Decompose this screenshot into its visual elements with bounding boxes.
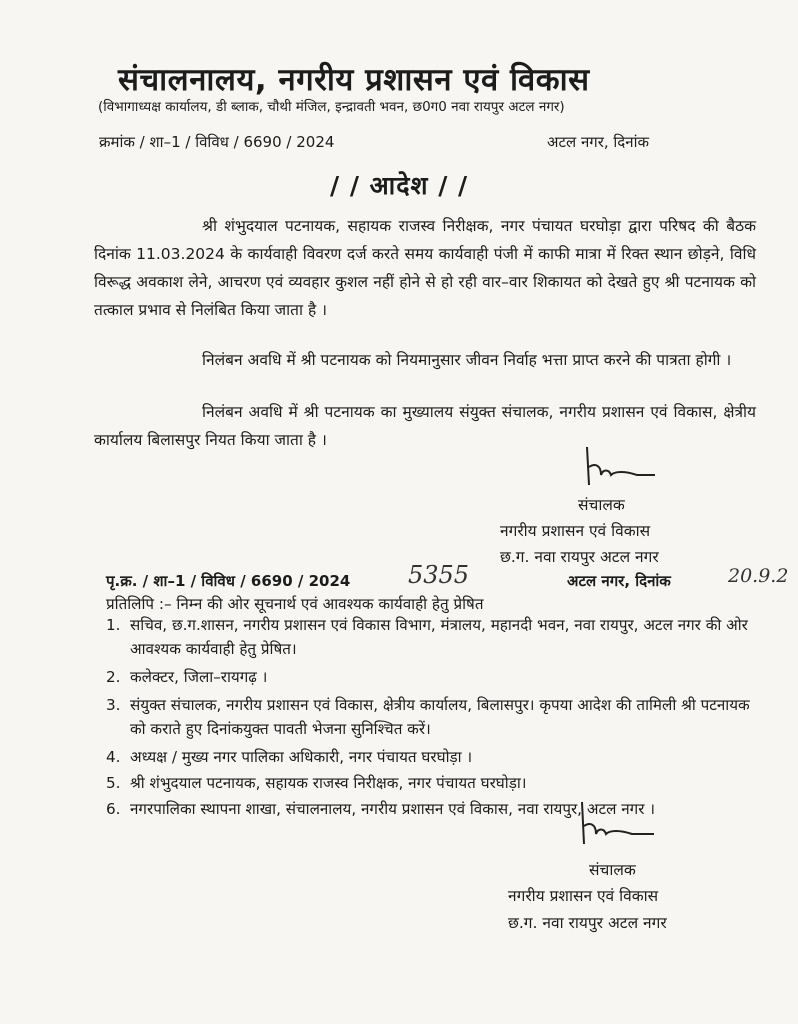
signatory-designation-2: संचालक <box>589 861 636 879</box>
list-item: 2. कलेक्टर, जिला–रायगढ़ । <box>106 668 268 686</box>
office-address: (विभागाध्यक्ष कार्यालय, डी ब्लाक, चौथी मंजिल, इन्द्रावती भवन, छ0ग0 नवा रायपुर अटल नगर) <box>98 99 565 115</box>
signatory-dept-2: नगरीय प्रशासन एवं विकास <box>508 887 659 905</box>
signatory-dept-1: नगरीय प्रशासन एवं विकास <box>500 522 651 540</box>
endorsement-place-date: अटल नगर, दिनांक <box>567 572 671 590</box>
order-paragraph-1: श्री शंभुदयाल पटनायक, सहायक राजस्व निरीक्षक, नगर पंचायत घरघोड़ा द्वारा परिषद की बैठक दिनांक 11.03.2024 के कार्यवाही विवरण दर्ज करते समय कार्यवाही पंजी में काफी मात्रा में रिक्त स्थान छोड़ने, विधि विरूद्ध अवकाश लेने, आचरण एवं व्यवहार कुशल नहीं होने से हो रही वार–वार शिकायत को देखते हुए श्री पटनायक को तत्काल प्रभाव से निलंबित किया जाता है । <box>94 217 756 319</box>
copy-list <box>106 613 766 821</box>
order-heading: / / आदेश / / <box>330 171 469 200</box>
order-paragraph-3: निलंबन अवधि में श्री पटनायक का मुख्यालय संयुक्त संचालक, नगरीय प्रशासन एवं विकास, क्षेत्रीय कार्यालय बिलासपुर नियत किया जाता है । <box>94 403 756 449</box>
list-item: 5. श्री शंभुदयाल पटनायक, सहायक राजस्व निरीक्षक, नगर पंचायत घरघोड़ा। <box>106 774 527 792</box>
signatory-place-2: छ.ग. नवा रायपुर अटल नगर <box>508 914 667 932</box>
copy-intro: प्रतिलिपि :– निम्न की ओर सूचनार्थ एवं आवश्यक कार्यवाही हेतु प्रेषित <box>106 595 484 613</box>
order-number: क्रमांक / शा–1 / विविध / 6690 / 2024 <box>99 133 335 151</box>
list-item: 4. अध्यक्ष / मुख्य नगर पालिका अधिकारी, नगर पंचायत घरघोड़ा । <box>106 748 473 766</box>
handwritten-date: 20.9.2 <box>728 565 789 587</box>
list-item: 6. नगरपालिका स्थापना शाखा, संचालनालय, नगरीय प्रशासन एवं विकास, नवा रायपुर, अटल नगर । <box>106 800 656 818</box>
order-place-date: अटल नगर, दिनांक <box>547 133 649 151</box>
signatory-designation-1: संचालक <box>578 496 625 514</box>
list-item: 3. संयुक्त संचालक, नगरीय प्रशासन एवं विकास, क्षेत्रीय कार्यालय, बिलासपुर। कृपया आदेश की तामिली श्री पटनायक को कराते हुए दिनांकयुक्त पावती भेजना सुनिश्चित करें। <box>106 696 750 738</box>
handwritten-dispatch-number: 5355 <box>408 561 470 589</box>
signature-mark-1 <box>585 445 665 495</box>
list-item: 1. सचिव, छ.ग.शासन, नगरीय प्रशासन एवं विकास विभाग, मंत्रालय, महानदी भवन, नवा रायपुर, अटल नगर की ओर आवश्यक कार्यवाही हेतु प्रेषित। <box>106 616 748 658</box>
office-title: संचालनालय, नगरीय प्रशासन एवं विकास <box>118 62 590 98</box>
signatory-place-1: छ.ग. नवा रायपुर अटल नगर <box>500 548 659 566</box>
signature-mark-2 <box>580 800 660 850</box>
order-paragraph-2: निलंबन अवधि में श्री पटनायक को नियमानुसार जीवन निर्वाह भत्ता प्राप्त करने की पात्रता होगी । <box>202 351 732 369</box>
endorsement-number: पृ.क्र. / शा–1 / विविध / 6690 / 2024 <box>106 572 351 590</box>
